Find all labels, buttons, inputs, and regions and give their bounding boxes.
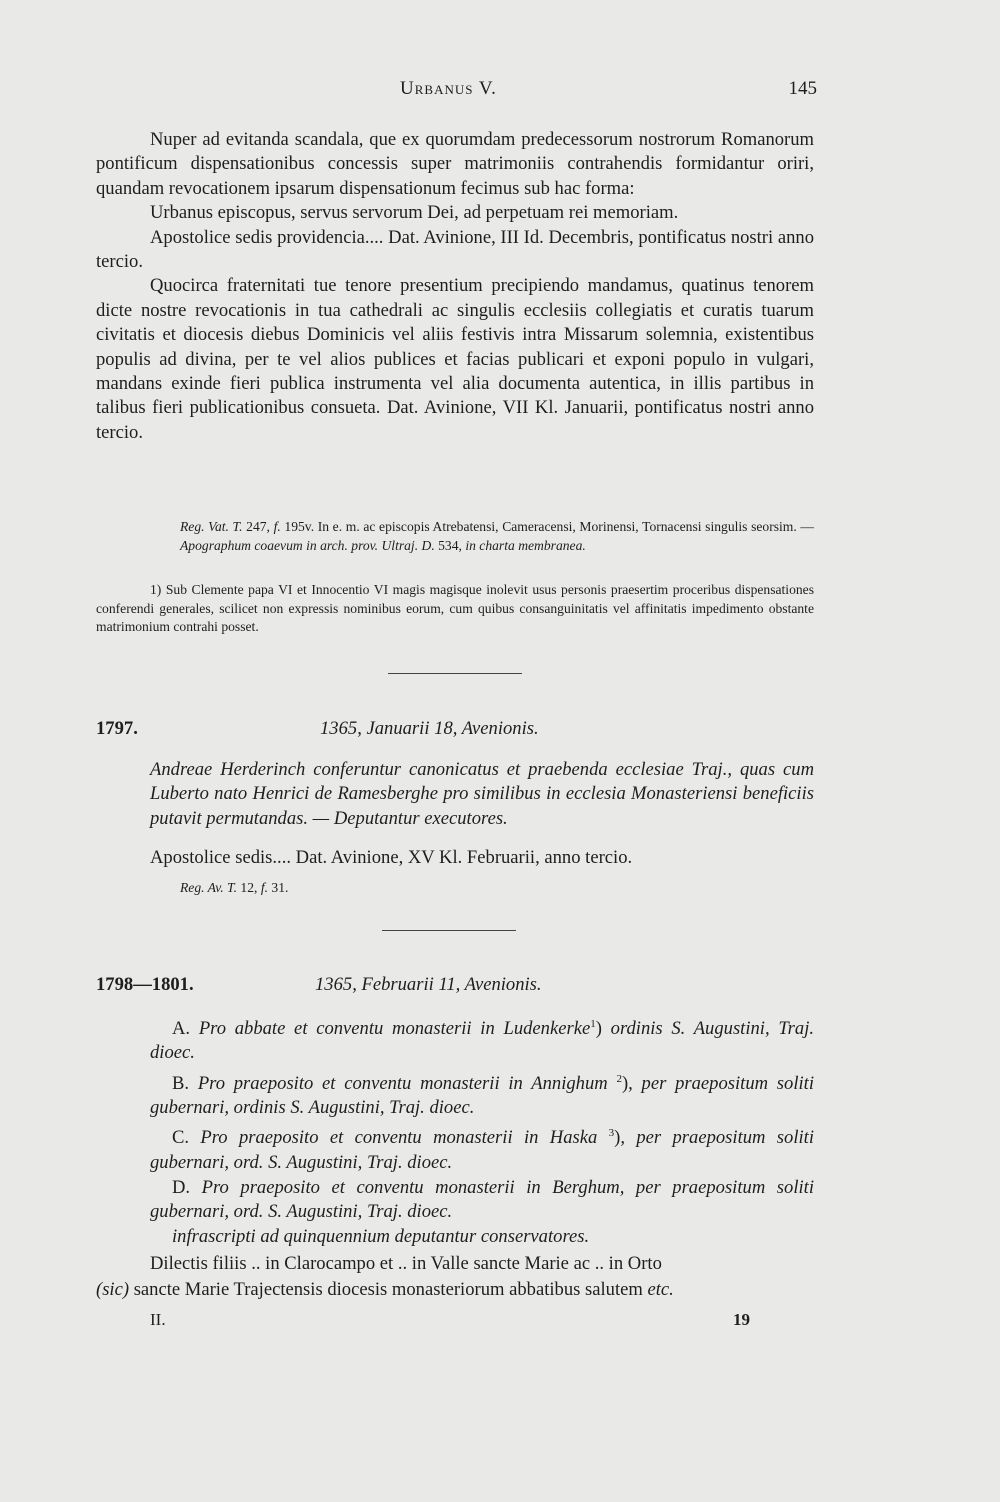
entry-opening-text: Dilectis filiis .. in Clarocampo et .. in Valle sancte Marie ac .. in Orto (sic) sancte Marie Trajectensis diocesis monasteriorum abbatibus salutem etc. <box>96 1253 674 1300</box>
list-item: D. Pro praeposito et conventu monasterii in Berghum, per praepositum soliti gubernari, ord. S. Augustini, Traj. dioec. <box>150 1176 814 1222</box>
paragraph-intro: Nuper ad evitanda scandala, que ex quorumdam predecessorum nostrorum Romanorum pontificum dispensationibus concessis super matrimoniis contrahendis formidantur oriri, quandam revocationem ipsarum dispensationum fecimus sub hac forma: <box>96 129 814 199</box>
footnote <box>96 581 814 637</box>
running-head: Urbanus V. <box>400 78 497 99</box>
list-item: C. Pro praeposito et conventu monasterii in Haska $^3$), per praepositum soliti gubernari, ord. S. Augustini, Traj. dioec. <box>150 1127 815 1173</box>
entry-summary: Andreae Herderinch conferuntur canonicatus et praebenda ecclesiae Traj., quas cum Luberto nato Henrici de Ramesberghe pro similibus in ecclesia Monasteriensi beneficiis putavit permutandas. — Deputantur executores. <box>150 759 814 829</box>
entry-items <box>150 1012 814 1250</box>
section-divider <box>388 673 522 674</box>
entry-text: Apostolice sedis.... Dat. Avinione, XV Kl. Februarii, anno tercio. <box>150 847 633 868</box>
source-reference: Reg. Vat. T. 247, f. 195v. In e. m. ac episcopis Atrebatensi, Cameracensi, Morinensi, Tornacensi singulis seorsim. — Apographum coaevum in arch. prov. Ultraj. D. 534, in charta membranea. <box>180 519 814 553</box>
entry-reference: Reg. Av. T. 12, f. 31. <box>180 880 289 895</box>
entry-date: 1365, Februarii 11, Avenionis. <box>315 974 542 995</box>
entry-conclusion: infrascripti ad quinquennium deputantur conservatores. <box>172 1226 590 1248</box>
list-item: B. Pro praeposito et conventu monasterii in Annighum $^2$), per praepositum soliti gubernari, ordinis S. Augustini, Traj. dioec. <box>150 1072 814 1118</box>
entry-date: 1365, Januarii 18, Avenionis. <box>320 718 539 739</box>
list-item: A. Pro abbate et conventu monasterii in Ludenkerke$^1$) ordinis S. Augustini, Traj. dioec. <box>150 1018 815 1064</box>
entry-number: 1797. <box>96 718 138 739</box>
volume-mark: II. <box>150 1310 166 1329</box>
section-divider <box>382 930 516 931</box>
letter-body <box>96 128 814 445</box>
entry-number: 1798—1801. <box>96 974 194 995</box>
paragraph-apostolice: Apostolice sedis providencia.... Dat. Avinione, III Id. Decembris, pontificatus nostri anno tercio. <box>96 226 814 273</box>
footnote-text: 1) Sub Clemente papa VI et Innocentio VI magis magisque inolevit usus personis praesertim proceribus dispensationes conferendi generales, scilicet non expressis nominibus eorum, cum quibus consanguinitatis vel affinitatis impedimento obstante matrimonium contrahi posset. <box>96 582 814 634</box>
paragraph-salutation: Urbanus episcopus, servus servorum Dei, ad perpetuam rei memoriam. <box>150 202 679 224</box>
page-number: 145 <box>788 78 817 99</box>
paragraph-quocirca: Quocirca fraternitati tue tenore presentium precipiendo mandamus, quatinus tenorem dicte nostre revocationis in tua cathedrali ac singulis ecclesiis collegiatis et curatis tuarum civitatis et diocesis diebus Dominicis vel aliis festivis intra Missarum solemnia, existentibus populis ad divina, per te vel alios publices et facias publicari et exponi populo in vulgari, mandans exinde fieri publica instrumenta vel alia documenta autentica, in illis partibus in talibus fieri publicationibus consueta. Dat. Avinione, VII Kl. Januarii, pontificatus nostri anno tercio. <box>96 275 814 443</box>
signature-mark: 19 <box>733 1310 750 1329</box>
